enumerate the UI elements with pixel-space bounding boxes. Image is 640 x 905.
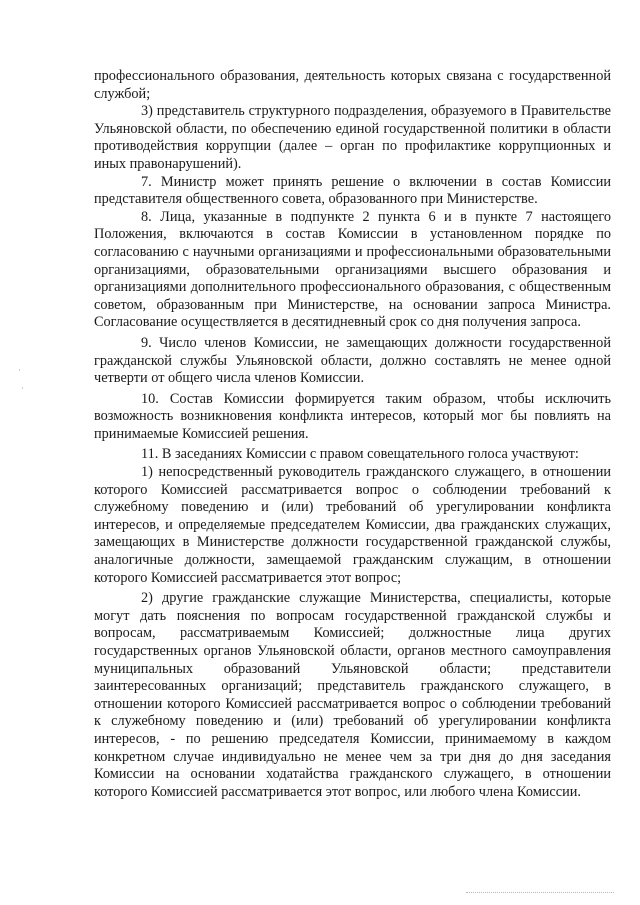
- scan-speck: ·: [21, 383, 24, 393]
- subitem-3: 3) представитель структурного подразделения, образуемого в Правительстве Ульяновской области, по обеспечению единой государственной политики в области противодействия коррупции (далее – орган по профилактике коррупционных и иных правонарушений).: [94, 103, 611, 172]
- clause-8: 8. Лица, указанные в подпункте 2 пункта 6 и в пункте 7 настоящего Положения, включаются в состав Комиссии в установленном порядке по согласованию с научными организациями и профессиональными образовательными организациями, образовательными организациями высшего образования и организациями дополнительного профессионального образования, с общественным советом, образованным при Министерстве, на основании запроса Министра. Согласование осуществляется в десятидневный срок со дня получения запроса.: [94, 208, 611, 331]
- clause-11: 11. В заседаниях Комиссии с правом совещательного голоса участвуют:: [141, 446, 579, 463]
- clause-9: 9. Число членов Комиссии, не замещающих должности государственной гражданской службы Ульяновской области, должно составлять не менее одной четверти от общего числа членов Комиссии.: [94, 334, 611, 387]
- paragraph-continuation: профессионального образования, деятельность которых связана с государственной службой;: [94, 68, 611, 102]
- subitem-1: 1) непосредственный руководитель гражданского служащего, в отношении которого Комиссией рассматривается вопрос о соблюдении требований к служебному поведению и (или) требований об урегулировании конфликта интересов, и определяемые председателем Комиссии, два гражданских служащих, замещающих в Министерстве должности государственной гражданской службы, аналогичные должности, замещаемой гражданским служащим, в отношении которого Комиссией рассматривается этот вопрос;: [94, 464, 611, 586]
- subitem-2: 2) другие гражданские служащие Министерства, специалисты, которые могут дать пояснения по вопросам государственной гражданской службы и вопросам, рассматриваемым Комиссией; должностные лица других государственных органов Ульяновской области, органов местного самоуправления муниципальных образований Ульяновской области; представители заинтересованных организаций; представитель гражданского служащего, в отношении которого Комиссией рассматривается вопрос о соблюдении требований к служебному поведению и (или) требований об урегулировании конфликта интересов, - по решению председателя Комиссии, принимаемому в каждом конкретном случае индивидуально не менее чем за три дня до дня заседания Комиссии на основании ходатайства гражданского служащего, в отношении которого Комиссией рассматривается этот вопрос, или любого члена Комиссии.: [94, 590, 611, 800]
- document-body: [94, 68, 611, 801]
- clause-10: 10. Состав Комиссии формируется таким образом, чтобы исключить возможность возникновения конфликта интересов, который мог бы повлиять на принимаемые Комиссией решения.: [94, 390, 611, 442]
- scan-edge-artifact: [466, 892, 614, 894]
- clause-7: 7. Министр может принять решение о включении в состав Комиссии представителя общественного совета, образованного при Министерстве.: [94, 173, 611, 208]
- scan-speck: ·: [18, 365, 21, 375]
